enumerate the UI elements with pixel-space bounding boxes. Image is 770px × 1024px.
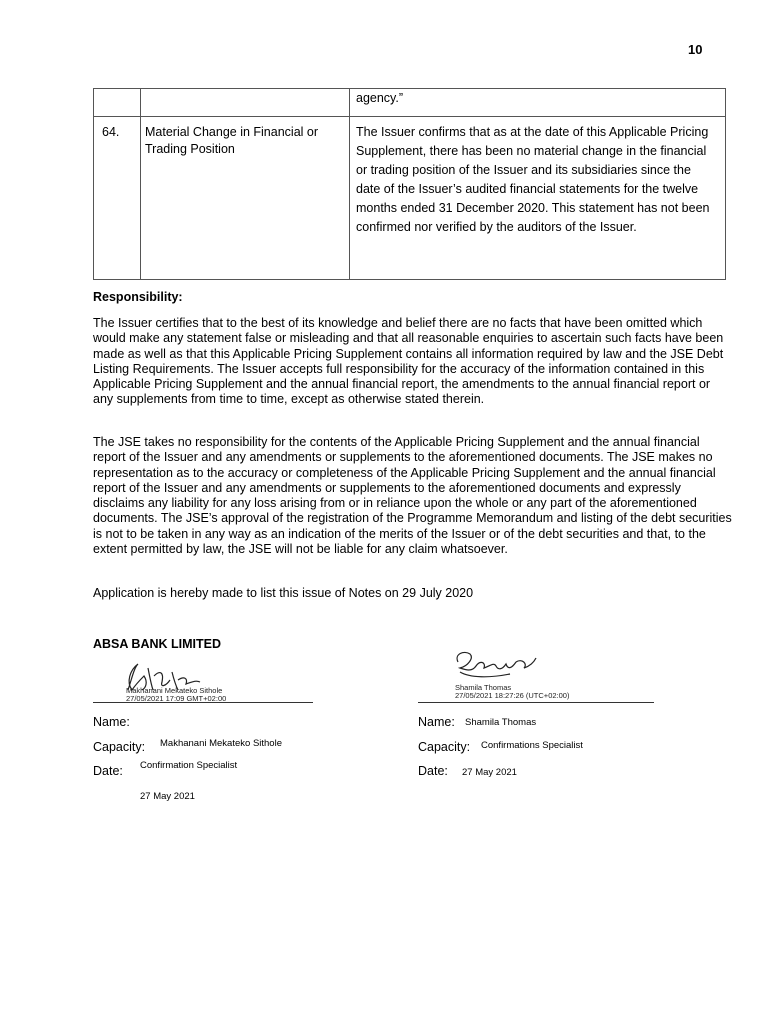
- terms-table: [93, 88, 726, 280]
- page-number: 10: [688, 42, 703, 57]
- right-signature-stamp-name: Shamila Thomas: [455, 683, 512, 692]
- left-date-value: Confirmation Specialist: [140, 760, 238, 771]
- left-extra-date-value: 27 May 2021: [140, 791, 195, 802]
- row-description-cell: agency.”: [350, 89, 726, 117]
- responsibility-paragraph-1: The Issuer certifies that to the best of its knowledge and belief there are no facts that have been omitted which would make any statement false or misleading and that all reasonable enquiries to ascertain such facts have been made as well as that this Applicable Pricing Supplement contains all information required by law and the JSE Debt Listing Requirements. The Issuer accepts full responsibility for the accuracy of the information contained in this Applicable Pricing Supplement and the annual financial report, the amendments to the annual financial report or any supplements from time to time, except as otherwise stated therein.: [93, 316, 724, 407]
- row-number-cell: [94, 89, 141, 117]
- left-date-label: Date:: [93, 764, 123, 778]
- right-handwritten-signature: [450, 648, 540, 684]
- right-name-label: Name:: [418, 715, 455, 729]
- application-statement: Application is hereby made to list this issue of Notes on 29 July 2020: [93, 586, 474, 600]
- bank-name: ABSA BANK LIMITED: [93, 637, 222, 651]
- table-row: [94, 89, 726, 117]
- row-label-cell: [141, 89, 350, 117]
- left-signature-line: [93, 702, 313, 703]
- right-capacity-value: Confirmations Specialist: [481, 740, 583, 751]
- row-number-cell: 64.: [94, 117, 141, 280]
- right-signature-stamp-timestamp: 27/05/2021 18:27:26 (UTC+02:00): [455, 691, 570, 700]
- right-signature-line: [418, 702, 654, 703]
- responsibility-paragraph-2: The JSE takes no responsibility for the contents of the Applicable Pricing Supplement and the annual financial report of the Issuer and any amendments or supplements to the aforementioned documents. The JSE makes no representation as to the accuracy or completeness of the Applicable Pricing Supplement and the annual financial report of the Issuer and any amendments or supplements to the aforementioned documents and expressly disclaims any liability for any loss arising from or in reliance upon the whole or any part of the aforementioned documents. The JSE’s approval of the registration of the Programme Memorandum and listing of the debt securities is not to be taken in any way as an indication of the merits of the Issuer or of the debt securities and that, to the extent permitted by law, the JSE will not be liable for any claim whatsoever.: [93, 435, 732, 557]
- left-signature-stamp-timestamp: 27/05/2021 17:09 GMT+02:00: [126, 694, 227, 703]
- left-signature-stamp-name: Makhanani Mekateko Sithole: [126, 686, 223, 695]
- left-capacity-label: Capacity:: [93, 740, 146, 754]
- right-date-label: Date:: [418, 764, 448, 778]
- right-capacity-label: Capacity:: [418, 740, 471, 754]
- row-description-cell: The Issuer confirms that as at the date of this Applicable Pricing Supplement, there has been no material change in the financial or trading position of the Issuer and its subsidiaries since the date of the Issuer’s audited financial statements for the twelve months ended 31 December 2020. This statement has not been confirmed nor verified by the auditors of the Issuer.: [350, 117, 726, 280]
- right-name-value: Shamila Thomas: [465, 717, 537, 728]
- responsibility-heading: Responsibility:: [93, 290, 183, 304]
- row-label-cell: Material Change in Financial or Trading Position: [141, 117, 350, 280]
- left-name-label: Name:: [93, 715, 130, 729]
- table-row: [94, 117, 726, 280]
- right-date-value: 27 May 2021: [462, 767, 517, 778]
- left-capacity-value: Makhanani Mekateko Sithole: [160, 738, 282, 749]
